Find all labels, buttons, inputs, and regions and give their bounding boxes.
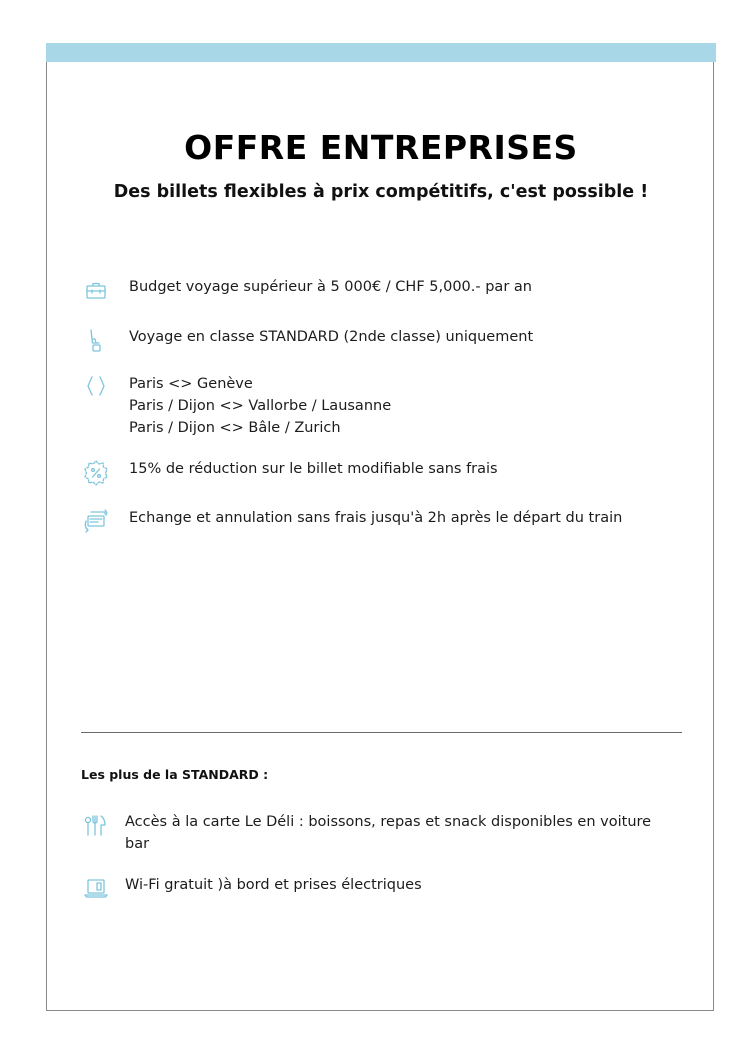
discount-badge-icon — [81, 458, 111, 488]
route-arrows-icon — [81, 373, 111, 403]
feature-text: Echange et annulation sans frais jusqu'à 2h après le départ du train — [129, 510, 623, 526]
feature-exchange — [81, 507, 701, 537]
perk-text: Wi-Fi gratuit )à bord et prises électriques — [125, 877, 422, 893]
ticket-exchange-icon — [81, 507, 111, 537]
page-subtitle: Des billets flexibles à prix compétitifs, c'est possible ! — [113, 182, 649, 202]
route-line: Paris / Dijon <> Vallorbe / Lausanne — [129, 398, 392, 414]
seat-icon — [81, 326, 111, 356]
page-title: OFFRE ENTREPRISES — [184, 128, 578, 167]
plus-section-title: Les plus de la STANDARD : — [81, 767, 269, 782]
card-accent-bar — [46, 43, 716, 62]
perk-text: Accès à la carte Le Déli : boissons, repas et snack disponibles en voiture bar — [125, 814, 652, 852]
section-divider — [81, 732, 682, 733]
feature-discount — [81, 458, 701, 488]
perk-deli — [81, 811, 681, 855]
feature-text: Voyage en classe STANDARD (2nde classe) uniquement — [129, 329, 534, 345]
route-line: Paris / Dijon <> Bâle / Zurich — [129, 420, 341, 436]
feature-routes — [81, 373, 701, 439]
feature-budget — [81, 276, 701, 306]
perk-wifi — [81, 874, 681, 904]
cutlery-icon — [81, 811, 111, 841]
feature-text: Budget voyage supérieur à 5 000€ / CHF 5,000.- par an — [129, 279, 532, 295]
route-line: Paris <> Genève — [129, 376, 253, 392]
feature-text: 15% de réduction sur le billet modifiable sans frais — [129, 461, 498, 477]
briefcase-icon — [81, 276, 111, 306]
laptop-wifi-icon — [81, 874, 111, 904]
feature-class — [81, 326, 701, 356]
offer-card — [46, 43, 714, 1011]
